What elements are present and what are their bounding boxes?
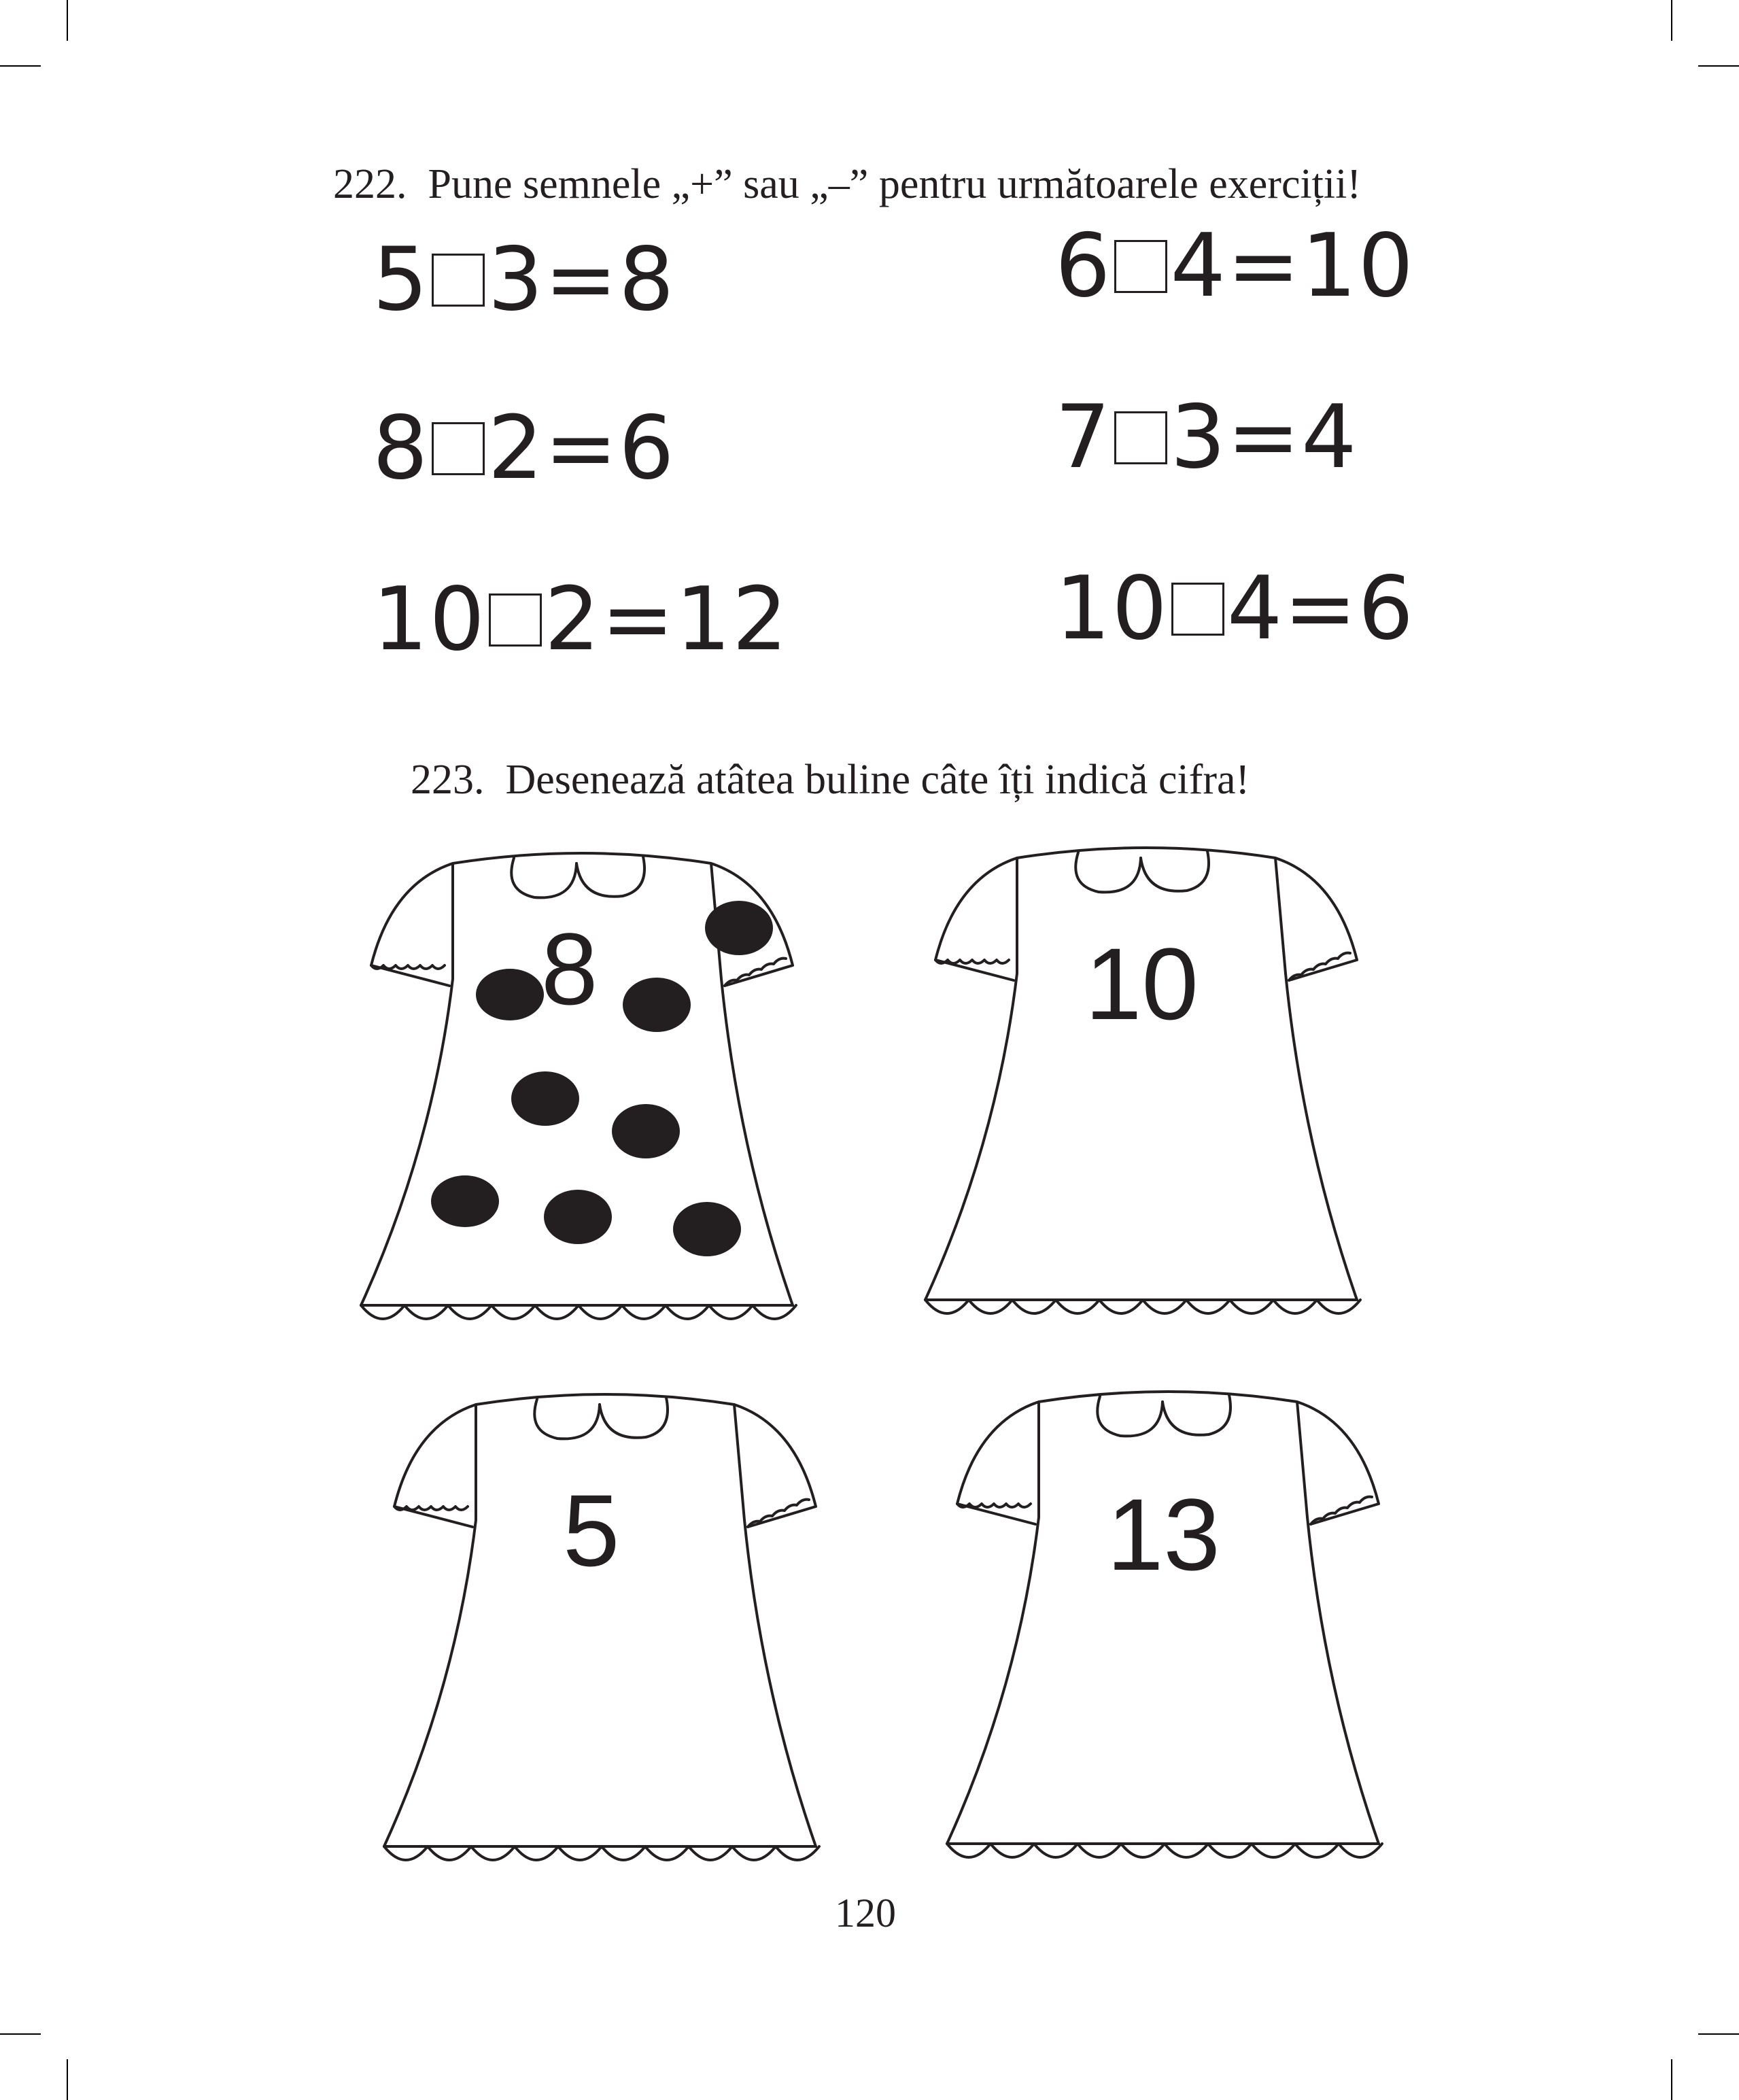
equation: [373, 398, 676, 499]
equation: [1055, 387, 1358, 488]
answer-box[interactable]: [489, 593, 542, 647]
answer-box[interactable]: [1171, 583, 1224, 636]
dot: [623, 978, 691, 1032]
exercise-222-heading: [333, 160, 1361, 209]
equation-right: 2=6: [487, 398, 676, 499]
dress-outline-icon[interactable]: [381, 1384, 823, 1880]
crop-mark: [0, 2033, 41, 2035]
equation: [1055, 216, 1415, 317]
equation-left: 7: [1055, 387, 1112, 488]
crop-mark: [0, 65, 41, 67]
equation-left: 10: [373, 569, 486, 670]
equation-left: 6: [1055, 216, 1112, 317]
equation-right: 3=4: [1170, 387, 1358, 488]
answer-box[interactable]: [1114, 411, 1167, 464]
exercise-223-heading: [411, 756, 1250, 804]
dot: [476, 969, 544, 1020]
dot: [431, 1175, 499, 1227]
page-number: 120: [835, 1891, 896, 1935]
dress-2: [922, 838, 1364, 1334]
dot: [511, 1071, 579, 1126]
dress-number: 10: [1085, 927, 1199, 1041]
exercise-number: 222.: [333, 161, 407, 207]
answer-box[interactable]: [432, 254, 485, 307]
crop-mark: [1671, 0, 1672, 41]
equation-right: 4=6: [1226, 558, 1415, 659]
dot: [544, 1190, 612, 1244]
crop-mark: [1698, 2033, 1739, 2035]
dress-3: [381, 1384, 823, 1880]
answer-box[interactable]: [432, 422, 485, 475]
crop-mark: [67, 0, 68, 41]
dress-1: [358, 843, 799, 1339]
dot: [612, 1104, 680, 1158]
dot: [673, 1202, 741, 1256]
answer-box[interactable]: [1114, 240, 1167, 293]
equation-right: 3=8: [487, 229, 676, 330]
dress-number: 13: [1107, 1477, 1220, 1591]
exercise-number: 223.: [411, 757, 485, 803]
dress-outline-icon[interactable]: [944, 1381, 1385, 1878]
equation-right: 4=10: [1170, 216, 1415, 317]
dress-number: 5: [563, 1473, 620, 1587]
equation-left: 5: [373, 229, 430, 330]
crop-mark: [1671, 2059, 1672, 2100]
dot: [705, 901, 773, 955]
dress-outline-icon[interactable]: [922, 838, 1364, 1334]
exercise-instruction: Desenează atâtea buline câte îți indică cifra!: [505, 757, 1250, 803]
dress-number: 8: [541, 912, 598, 1026]
equation-right: 2=12: [544, 569, 789, 670]
equation-left: 10: [1055, 558, 1169, 659]
crop-mark: [67, 2059, 68, 2100]
equation: [373, 229, 676, 330]
dress-4: [944, 1381, 1385, 1878]
equation: [373, 569, 789, 670]
exercise-instruction: Pune semnele „+” sau „–” pentru următoarele exerciții!: [428, 161, 1362, 207]
equation: [1055, 558, 1415, 659]
equation-left: 8: [373, 398, 430, 499]
crop-mark: [1698, 65, 1739, 67]
